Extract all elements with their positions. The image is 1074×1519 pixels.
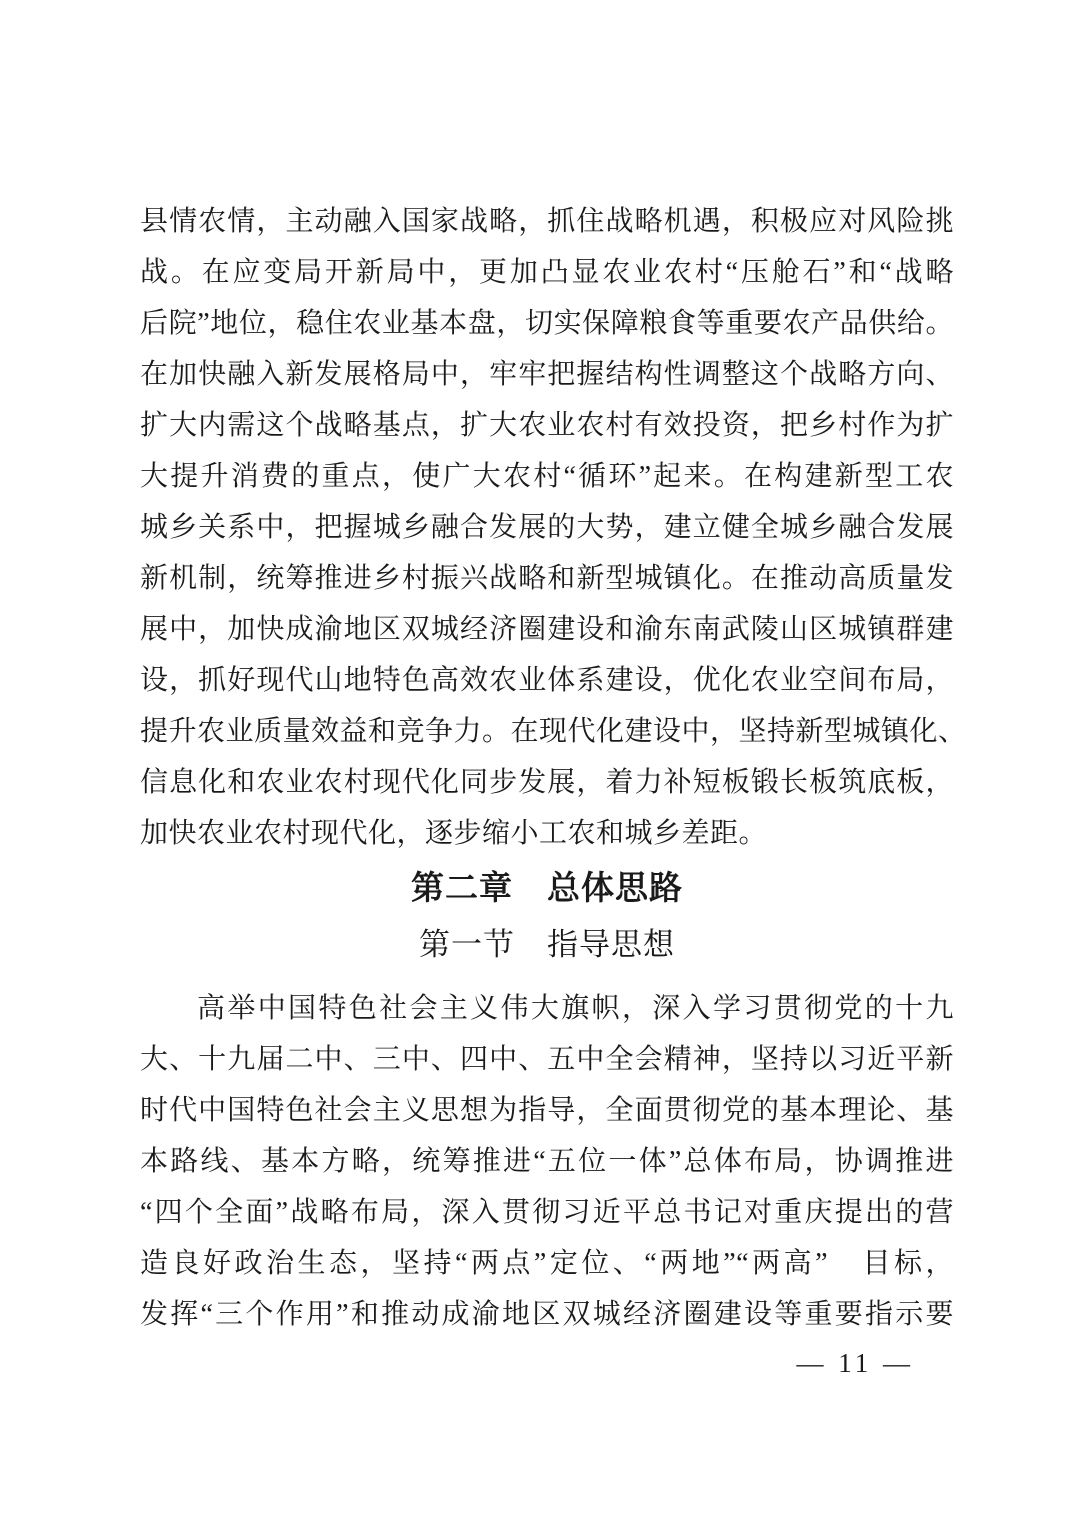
- paragraph-1: [140, 196, 967, 859]
- body-line: 在加快融入新发展格局中，牢牢把握结构性调整这个战略方向、: [140, 359, 954, 390]
- body-line: 提升农业质量效益和竞争力。在现代化建设中，坚持新型城镇化、: [140, 716, 967, 747]
- body-line: 大提升消费的重点，使广大农村“循环”起来。在构建新型工农: [140, 461, 954, 492]
- body-line: 时代中国特色社会主义思想为指导，全面贯彻党的基本理论、基: [140, 1095, 954, 1126]
- body-line: 发挥“三个作用”和推动成渝地区双城经济圈建设等重要指示要: [140, 1299, 954, 1330]
- body-line: 大、十九届二中、三中、四中、五中全会精神，坚持以习近平新: [140, 1044, 954, 1075]
- paragraph-2: [140, 983, 954, 1340]
- body-line: 县情农情，主动融入国家战略，抓住战略机遇，积极应对风险挑: [140, 206, 954, 237]
- body-line: 扩大内需这个战略基点，扩大农业农村有效投资，把乡村作为扩: [140, 410, 954, 441]
- body-line: 展中，加快成渝地区双城经济圈建设和渝东南武陵山区城镇群建: [140, 614, 954, 645]
- body-line: 本路线、基本方略，统筹推进“五位一体”总体布局，协调推进: [140, 1146, 954, 1177]
- text-block: [140, 196, 967, 1340]
- body-line: 后院”地位，稳住农业基本盘，切实保障粮食等重要农产品供给。: [140, 308, 954, 339]
- body-line: 加快农业农村现代化，逐步缩小工农和城乡差距。: [140, 818, 768, 849]
- section-heading: 第一节 指导思想: [419, 927, 675, 962]
- body-line: 信息化和农业农村现代化同步发展，着力补短板锻长板筑底板，: [140, 767, 954, 798]
- body-line: 城乡关系中，把握城乡融合发展的大势，建立健全城乡融合发展: [140, 512, 954, 543]
- chapter-heading: 第二章 总体思路: [411, 871, 683, 907]
- body-line: 新机制，统筹推进乡村振兴战略和新型城镇化。在推动高质量发: [140, 563, 954, 594]
- body-line: 设，抓好现代山地特色高效农业体系建设，优化农业空间布局，: [140, 665, 954, 696]
- body-line: 高举中国特色社会主义伟大旗帜，深入学习贯彻党的十九: [197, 993, 954, 1024]
- body-line: “四个全面”战略布局，深入贯彻习近平总书记对重庆提出的营: [140, 1197, 954, 1228]
- body-line: 战。在应变局开新局中，更加凸显农业农村“压舱石”和“战略: [140, 257, 954, 288]
- page-number: — 11 —: [796, 1348, 914, 1378]
- body-line: 造良好政治生态，坚持“两点”定位、“两地”“两高” 目标，: [140, 1248, 954, 1279]
